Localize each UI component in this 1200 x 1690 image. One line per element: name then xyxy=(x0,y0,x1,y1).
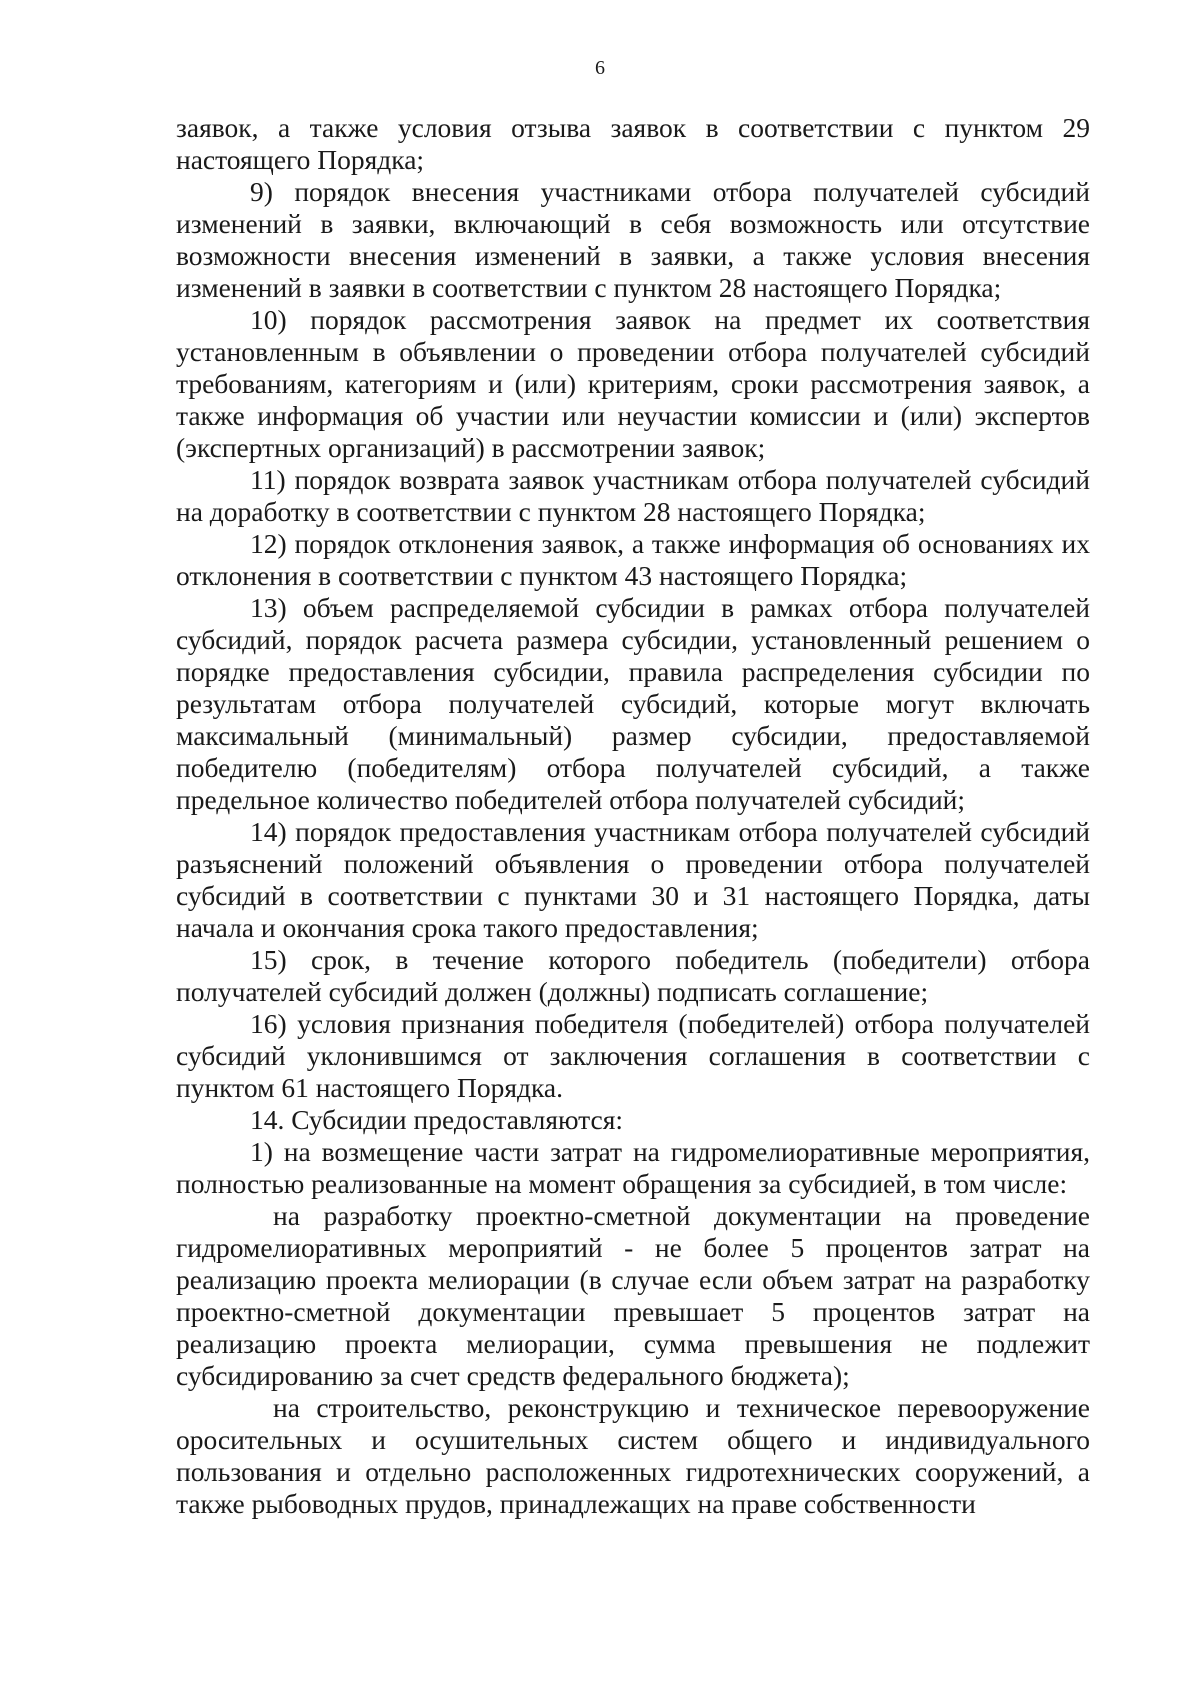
paragraph: 14) порядок предоставления участникам отбора получателей субсидий разъяснений положений объявления о проведении отбора получателей субсидий в соответствии с пунктами 30 и 31 настоящего Порядка, даты начала и окончания срока такого предоставления; xyxy=(176,816,1090,943)
paragraph: 15) срок, в течение которого победитель (победители) отбора получателей субсидий должен (должны) подписать соглашение; xyxy=(176,944,1090,1007)
paragraph: 11) порядок возврата заявок участникам отбора получателей субсидий на доработку в соответствии с пунктом 28 настоящего Порядка; xyxy=(176,464,1090,527)
paragraph: 1) на возмещение части затрат на гидромелиоративные мероприятия, полностью реализованные на момент обращения за субсидией, в том числе: xyxy=(176,1136,1090,1199)
paragraph: на разработку проектно-сметной документации на проведение гидромелиоративных мероприятий - не более 5 процентов затрат на реализацию проекта мелиорации (в случае если объем затрат на разработку проектно-сметной документации превышает 5 процентов затрат на реализацию проекта мелиорации, сумма превышения не подлежит субсидированию за счет средств федерального бюджета); xyxy=(176,1200,1090,1391)
page-number: 6 xyxy=(595,57,605,79)
paragraph: 14. Субсидии предоставляются: xyxy=(250,1104,624,1135)
paragraph: 12) порядок отклонения заявок, а также информация об основаниях их отклонения в соответствии с пунктом 43 настоящего Порядка; xyxy=(176,528,1090,591)
paragraph: 10) порядок рассмотрения заявок на предмет их соответствия установленным в объявлении о проведении отбора получателей субсидий требованиям, категориям и (или) критериям, сроки рассмотрения заявок, а также информация об участии или неучастии комиссии и (или) экспертов (экспертных организаций) в рассмотрении заявок; xyxy=(176,304,1090,463)
paragraph: заявок, а также условия отзыва заявок в соответствии с пунктом 29 настоящего Порядка; xyxy=(176,112,1090,175)
paragraph: 9) порядок внесения участниками отбора получателей субсидий изменений в заявки, включающий в себя возможность или отсутствие возможности внесения изменений в заявки, а также условия внесения изменений в заявки в соответствии с пунктом 28 настоящего Порядка; xyxy=(176,176,1090,303)
paragraph: на строительство, реконструкцию и техническое перевооружение оросительных и осушительных систем общего и индивидуального пользования и отдельно расположенных гидротехнических сооружений, а также рыбоводных прудов, принадлежащих на праве собственности xyxy=(176,1392,1090,1519)
paragraph: 13) объем распределяемой субсидии в рамках отбора получателей субсидий, порядок расчета размера субсидии, установленный решением о порядке предоставления субсидии, правила распределения субсидии по результатам отбора получателей субсидий, которые могут включать максимальный (минимальный) размер субсидии, предоставляемой победителю (победителям) отбора получателей субсидий, а также предельное количество победителей отбора получателей субсидий; xyxy=(176,592,1090,815)
paragraph: 16) условия признания победителя (победителей) отбора получателей субсидий уклонившимся от заключения соглашения в соответствии с пунктом 61 настоящего Порядка. xyxy=(176,1008,1090,1103)
document-body xyxy=(176,112,1090,1520)
